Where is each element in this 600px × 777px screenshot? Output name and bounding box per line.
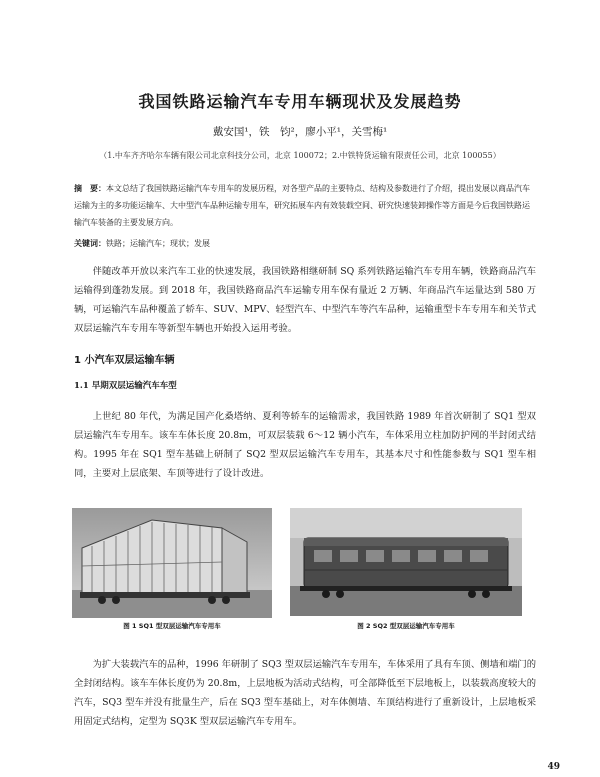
figure-1-photo — [72, 508, 272, 618]
page-number: 49 — [547, 762, 560, 772]
figure-1-caption: 图 1 SQ1 型双层运输汽车专用车 — [123, 622, 221, 630]
intro-paragraph: 伴随改革开放以来汽车工业的快速发展，我国铁路相继研制 SQ 系列铁路运输汽车专用车辆，铁路商品汽车运输得到蓬勃发展。到 2018 年，我国铁路商品汽车运输专用车保有量近 2 万辆、年商品汽车运量达到 580 万辆，可运输汽车品种覆盖了轿车、SUV、MPV、轻型汽车、中型汽车等汽车品种，运输重型卡车专用车和关节式双层运输汽车专用车等新型车辆也开始投入运用考验。 — [74, 266, 536, 334]
section-heading-1-1: 1.1 早期双层运输汽车车型 — [74, 381, 177, 391]
abstract-label: 摘 要： — [74, 184, 106, 193]
section-heading-1: 1 小汽车双层运输车辆 — [74, 355, 175, 366]
affiliations: （1.中车齐齐哈尔车辆有限公司北京科技分公司，北京 100072；2.中铁特货运输有限责任公司，北京 100055） — [99, 151, 501, 160]
keywords — [74, 238, 534, 249]
figure-2-caption: 图 2 SQ2 型双层运输汽车专用车 — [357, 622, 455, 630]
keywords-text: 铁路；运输汽车；现状；发展 — [106, 239, 210, 248]
abstract — [74, 180, 534, 231]
abstract-text: 本文总结了我国铁路运输汽车专用车的发展历程，对各型产品的主要特点、结构及参数进行了介绍，提出发展以商品汽车运输为主的多功能运输车、大中型汽车品种运输专用车，研究拓展车内有效装载空间、研究快速装卸操作等方面是今后我国铁路运输汽车装备的主要发展方向。 — [74, 184, 530, 227]
paper-title: 我国铁路运输汽车专用车辆现状及发展趋势 — [138, 92, 462, 111]
keywords-label: 关键词： — [74, 239, 106, 248]
author-list: 戴安国¹，铁 钧²，廖小平¹，关雪梅¹ — [212, 126, 388, 138]
body-paragraph-sq3: 为扩大装载汽车的品种，1996 年研制了 SQ3 型双层运输汽车专用车，车体采用了具有车顶、侧墙和端门的全封闭结构。该车车体长度仍为 20.8m，上层地板为活动式结构，可全部降低至下层地板上，以装载高度较大的汽车，SQ3 型车并没有批量生产，后在 SQ3 型车基础上，对车体侧墙、车顶结构进行了重新设计，上层地板采用固定式结构，定型为 SQ3K 型双层运输汽车专用车。 — [74, 659, 536, 727]
body-paragraph-sq1: 上世纪 80 年代，为满足国产化桑塔纳、夏利等轿车的运输需求，我国铁路 1989 年首次研制了 SQ1 型双层运输汽车专用车。该车车体长度 20.8m，可双层装载 6～12 辆小汽车，车体采用立柱加防护网的半封闭式结构。1995 年在 SQ1 型车基础上研制了 SQ2 型双层运输汽车专用车，其基本尺寸和性能参数与 SQ1 型车相同，主要对上层底架、车顶等进行了设计改进。 — [74, 411, 536, 479]
figure-2-photo — [290, 508, 522, 616]
